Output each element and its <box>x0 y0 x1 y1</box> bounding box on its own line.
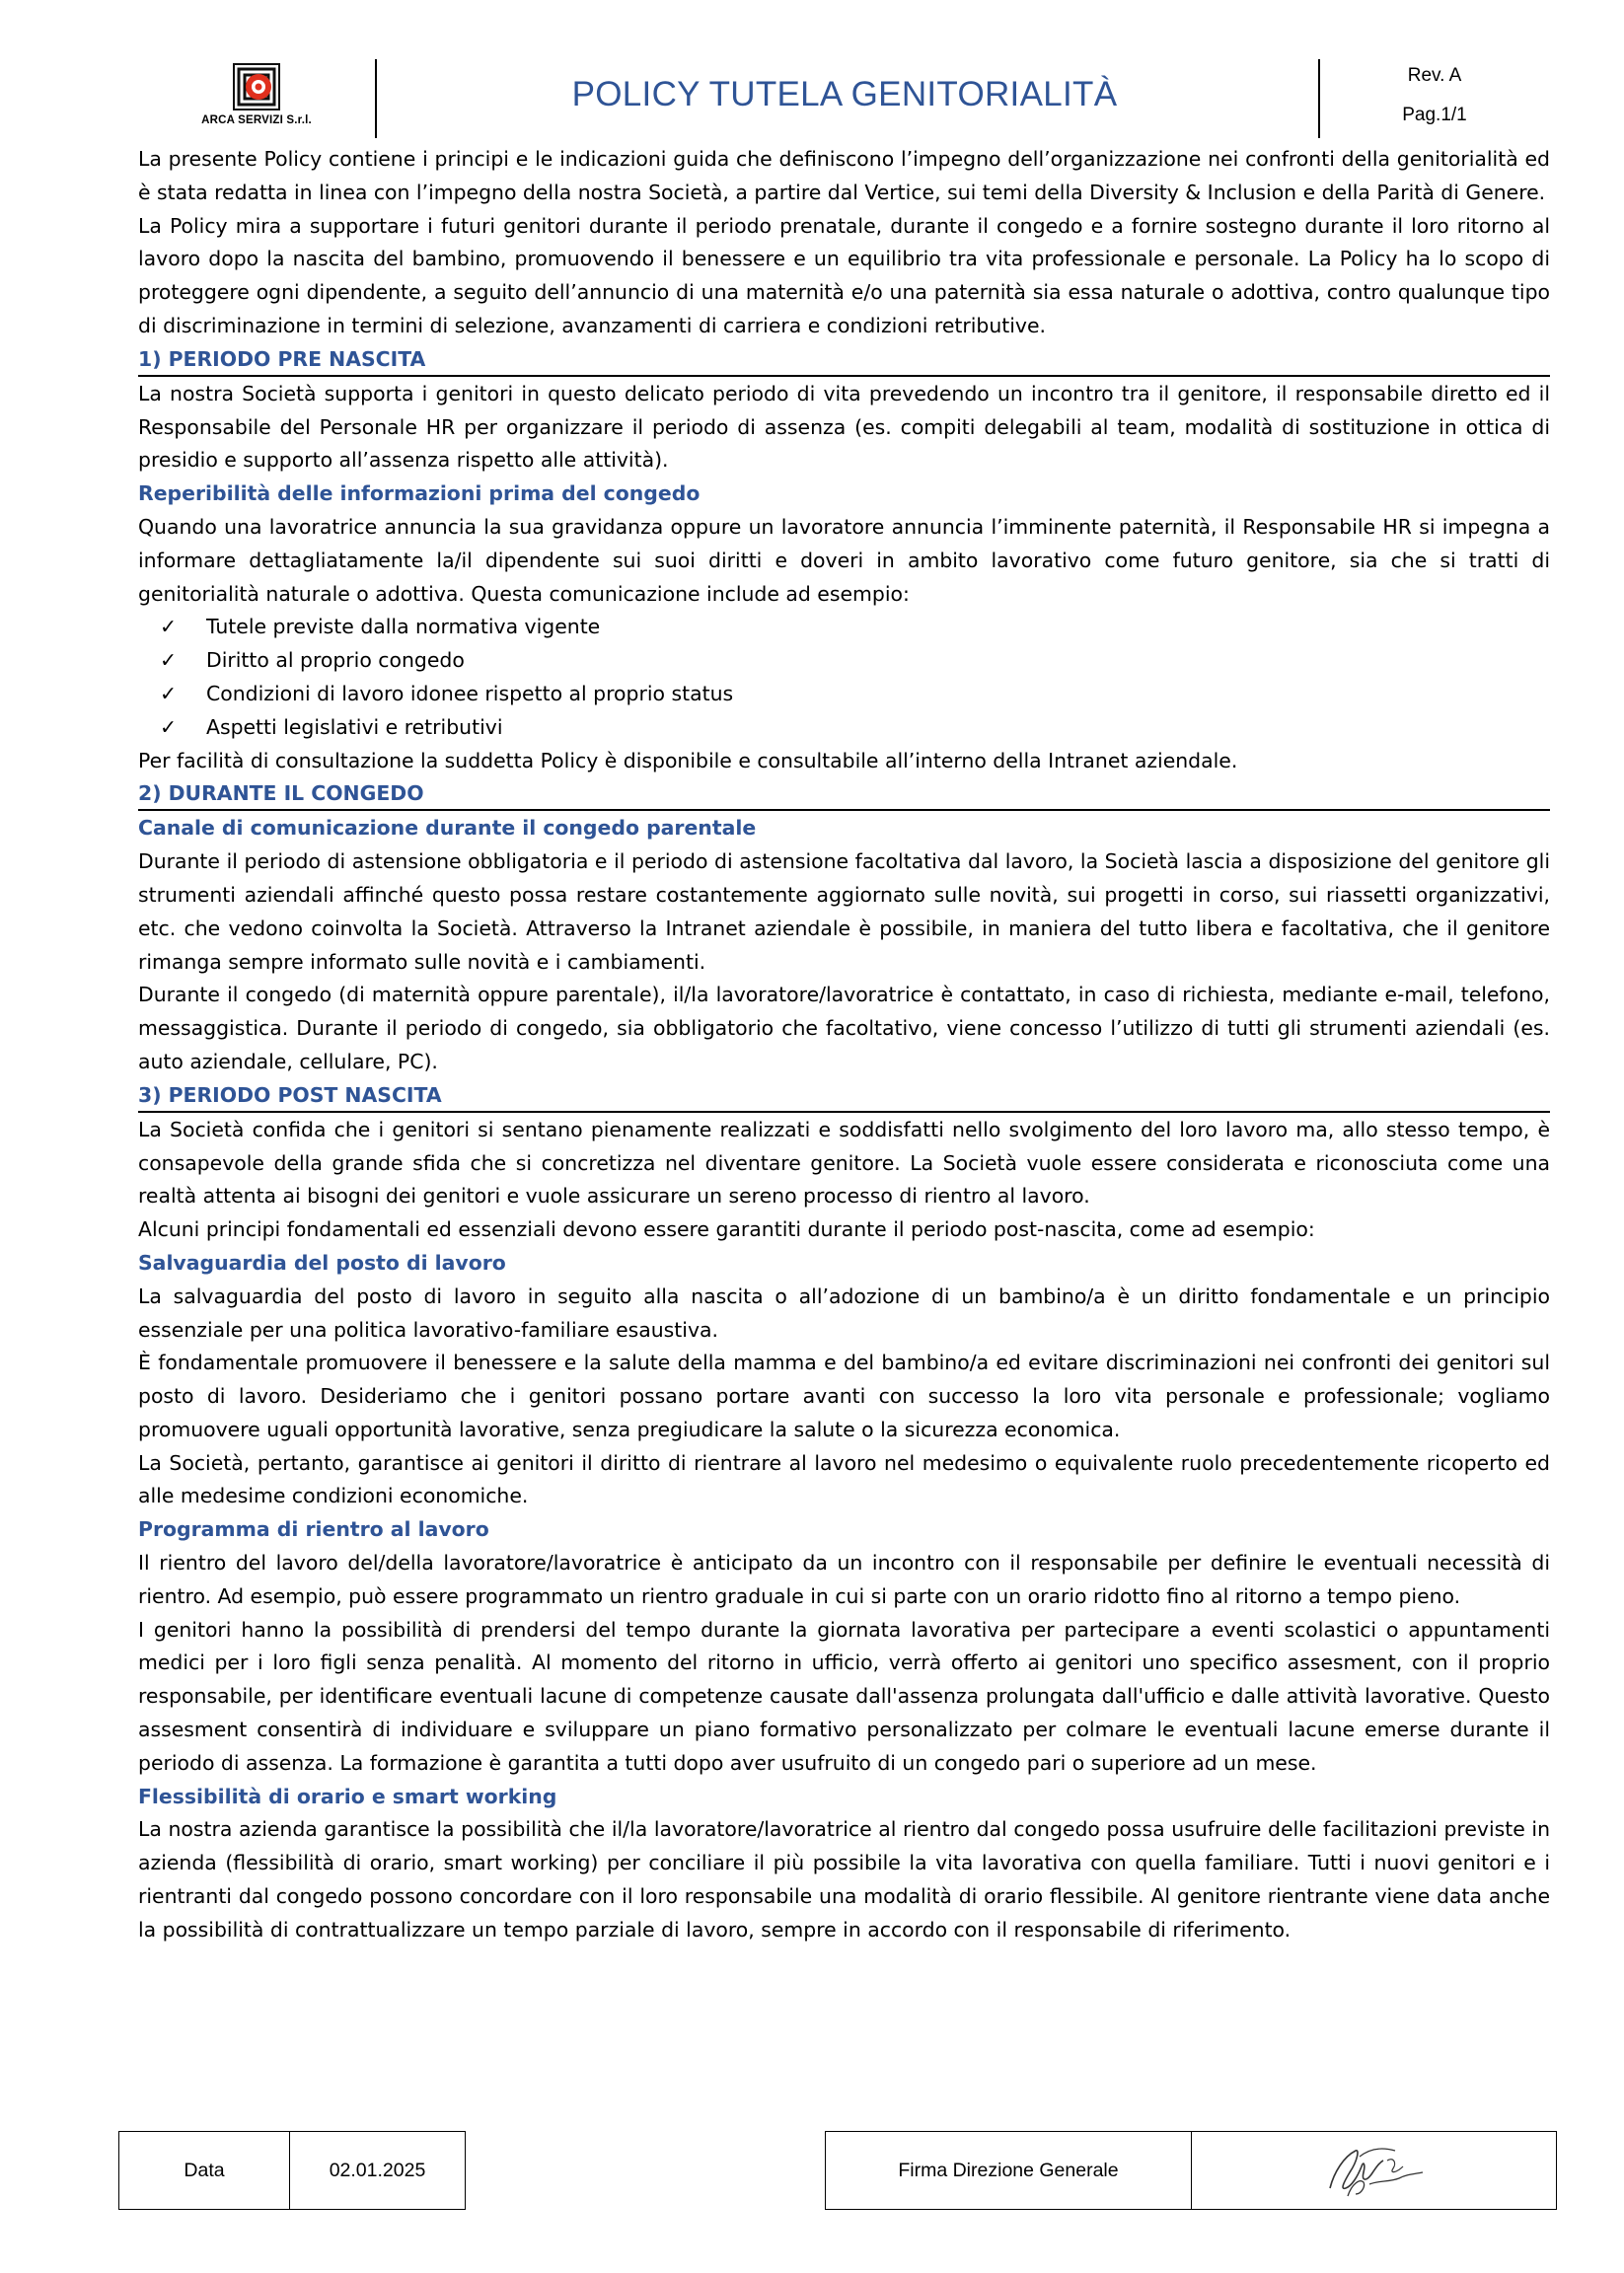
section-3-paragraph-8: La nostra azienda garantisce la possibilità che il/la lavoratore/lavoratrice al rientro dal congedo possa usufruire delle facilitazioni previste in azienda (flessibilità di orario, smart working) per conciliare il più possibile la vita lavorativa con quella familiare. Tutti i nuovi genitori e i rientranti dal congedo possono concordare con il loro responsabile una modalità di orario flessibile. Al genitore rientrante viene data anche la possibilità di contrattualizzare un tempo parziale di lavoro, sempre in accordo con il responsabile di riferimento. <box>138 1817 1550 1942</box>
footer-signature-table <box>825 2131 1557 2210</box>
section-1-paragraph-1: La nostra Società supporta i genitori in questo delicato periodo di vita prevedendo un incontro tra il genitore, il responsabile diretto ed il Responsabile del Personale HR per organizzare il periodo di assenza (es. compiti delegabili al team, modalità di sostituzione in ottica di presidio e supporto all’assenza rispetto alle attività). <box>138 381 1550 473</box>
section-3-heading: 3) PERIODO POST NASCITA <box>138 1079 1550 1113</box>
section-3-paragraph-6: Il rientro del lavoro del/della lavoratore/lavoratrice è anticipato da un incontro con il responsabile per definire le eventuali necessità di rientro. Ad esempio, può essere programmato un rientro graduale in cui si parte con un orario ridotto fino al ritorno a tempo pieno. <box>138 1551 1550 1608</box>
checklist-item <box>138 644 1550 678</box>
footer-date-table <box>118 2131 466 2210</box>
checklist-item-text: Aspetti legislativi e retributivi <box>206 714 503 739</box>
section-2-heading: 2) DURANTE IL CONGEDO <box>138 777 1550 811</box>
date-label: Data <box>119 2132 290 2209</box>
section-3-subheading-1: Salvaguardia del posto di lavoro <box>138 1250 506 1275</box>
header-divider-right <box>1318 59 1320 138</box>
document-title: POLICY TUTELA GENITORIALITÀ <box>571 75 1118 113</box>
section-2-subheading: Canale di comunicazione durante il congedo parentale <box>138 816 757 841</box>
checklist-item-text: Tutele previste dalla normativa vigente <box>206 615 601 639</box>
company-name: ARCA SERVIZI S.r.l. <box>201 114 312 126</box>
section-3-paragraph-5: La Società, pertanto, garantisce ai genitori il diritto di rientrare al lavoro nel medesimo o equivalente ruolo precedentemente ricoperto ed alle medesime condizioni economiche. <box>138 1450 1550 1508</box>
section-1-paragraph-3: Per facilità di consultazione la suddetta Policy è disponibile e consultabile all’interno della Intranet aziendale. <box>138 748 1238 772</box>
check-icon: ✓ <box>160 615 178 639</box>
section-1-heading: 1) PERIODO PRE NASCITA <box>138 343 1550 377</box>
date-value: 02.01.2025 <box>329 2159 426 2181</box>
check-icon: ✓ <box>160 714 178 739</box>
section-3-paragraph-7: I genitori hanno la possibilità di prendersi del tempo durante la giornata lavorativa per partecipare a eventi scolastici o appuntamenti medici per i loro figli senza penalità. Al momento del ritorno in ufficio, verrà offerto ai genitori uno specifico assesment, con il proprio responsabile, per identificare eventuali lacune di competenze causate dall'assenza prolungata dall'ufficio e dalle attività lavorative. Questo assesment consentirà di individuare e sviluppare un piano formativo personalizzato per colmare le eventuali lacune emerse durante il periodo di assenza. La formazione è garantita a tutti dopo aver usufruito di un congedo pari o superiore ad un mese. <box>138 1617 1550 1775</box>
checklist-item-text: Diritto al proprio congedo <box>206 648 465 673</box>
section-1-subheading: Reperibilità delle informazioni prima del congedo <box>138 481 701 506</box>
checklist-item-text: Condizioni di lavoro idonee rispetto al proprio status <box>206 681 734 705</box>
page-number: Pag.1/1 <box>1402 105 1467 125</box>
signature-area <box>1192 2132 1556 2209</box>
checklist-item <box>138 611 1550 644</box>
revision-label: Rev. A <box>1407 65 1462 86</box>
intro-paragraph-2: La Policy mira a supportare i futuri genitori durante il periodo prenatale, durante il congedo e a fornire sostegno durante il loro ritorno al lavoro dopo la nascita del bambino, promuovendo il benessere e un equilibrio tra vita professionale e personale. La Policy ha lo scopo di proteggere ogni dipendente, a seguito dell’annuncio di una maternità e/o una paternità sia essa naturale o adottiva, contro qualunque tipo di discriminazione in termini di selezione, avanzamenti di carriera e condizioni retributive. <box>138 213 1550 337</box>
company-logo-icon <box>233 63 280 110</box>
company-logo <box>174 63 339 134</box>
section-1-paragraph-2: Quando una lavoratrice annuncia la sua gravidanza oppure un lavoratore annuncia l’imminente paternità, il Responsabile HR si impegna a informare dettagliatamente la/il dipendente sui suoi diritti e doveri in ambito lavorativo come futuro genitore, sia che si tratti di genitorialità naturale o adottiva. Questa comunicazione include ad esempio: <box>138 514 1550 606</box>
checklist-item <box>138 711 1550 745</box>
section-3-subheading-2: Programma di rientro al lavoro <box>138 1517 489 1542</box>
checklist-item <box>138 678 1550 711</box>
section-2-paragraph-1: Durante il periodo di astensione obbligatoria e il periodo di astensione facoltativa dal lavoro, la Società lascia a disposizione del genitore gli strumenti aziendali affinché questo possa restare costantemente aggiornato sulle novità, sui progetti in corso, sui riassetti organizzativi, etc. che vedono coinvolta la Società. Attraverso la Intranet aziendale è possibile, in maniera del tutto libera e facoltativa, che il genitore rimanga sempre informato sulle novità e i cambiamenti. <box>138 849 1550 974</box>
check-icon: ✓ <box>160 681 178 705</box>
signature-icon <box>1300 2139 1448 2202</box>
checklist <box>138 611 1550 744</box>
section-2-paragraph-2: Durante il congedo (di maternità oppure parentale), il/la lavoratore/lavoratrice è contattato, in caso di richiesta, mediante e-mail, telefono, messaggistica. Durante il periodo di congedo, sia obbligatorio che facoltativo, viene concesso l’utilizzo di tutti gli strumenti aziendali (es. auto aziendale, cellulare, PC). <box>138 983 1550 1073</box>
section-3-paragraph-4: È fondamentale promuovere il benessere e la salute della mamma e del bambino/a ed evitare discriminazioni nei confronti dei genitori sul posto di lavoro. Desideriamo che i genitori possano portare avanti con successo la loro vita personale e professionale; vogliamo promuovere uguali opportunità lavorative, senza pregiudicare la salute o la sicurezza economica. <box>138 1351 1550 1441</box>
section-3-paragraph-1: La Società confida che i genitori si sentano pienamente realizzati e soddisfatti nello svolgimento del loro lavoro ma, allo stesso tempo, è consapevole della grande sfida che si concretizza nel diventare genitore. La Società vuole essere considerata e riconosciuta come una realtà attenta ai bisogni dei genitori e vuole assicurare un sereno processo di rientro al lavoro. <box>138 1117 1550 1209</box>
signature-label: Firma Direzione Generale <box>826 2132 1192 2209</box>
check-icon: ✓ <box>160 648 178 673</box>
intro-paragraph-1: La presente Policy contiene i principi e le indicazioni guida che definiscono l’impegno dell’organizzazione nei confronti della genitorialità ed è stata redatta in linea con l’impegno della nostra Società, a partire dal Vertice, sui temi della Diversity & Inclusion e della Parità di Genere. <box>138 147 1550 204</box>
document-body <box>138 143 1550 1947</box>
section-3-paragraph-2: Alcuni principi fondamentali ed essenziali devono essere garantiti durante il periodo post-nascita, come ad esempio: <box>138 1217 1315 1242</box>
section-3-paragraph-3: La salvaguardia del posto di lavoro in seguito alla nascita o all’adozione di un bambino/a è un diritto fondamentale e un principio essenziale per una politica lavorativo-familiare esaustiva. <box>138 1283 1550 1342</box>
section-3-subheading-3: Flessibilità di orario e smart working <box>138 1784 557 1808</box>
